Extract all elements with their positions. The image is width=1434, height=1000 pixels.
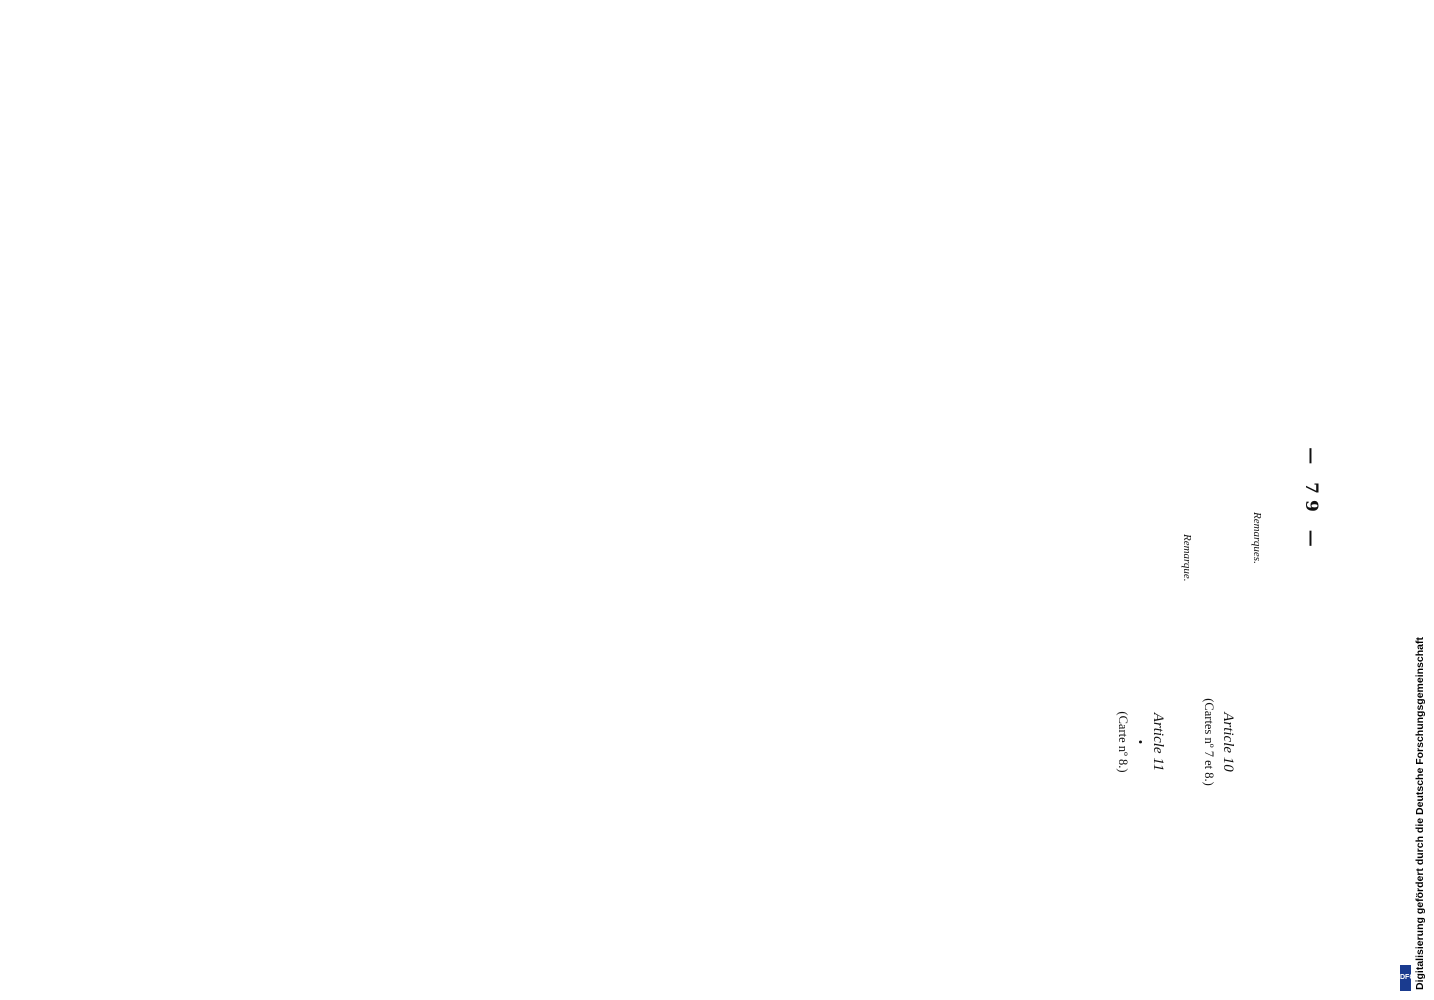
rotated-page (90, 0, 1340, 1000)
french-article-11-title: Article 11 (1150, 712, 1167, 772)
german-column (1254, 28, 1268, 488)
french-article-11-map-ref: (Carte nº 8.) (1115, 711, 1130, 773)
french-column (1106, 512, 1268, 972)
bullet-mark: • (1132, 739, 1147, 745)
french-article-10-map-ref: (Cartes nº 7 et 8.) (1202, 698, 1217, 786)
digitization-credit: Digitalisierung gefördert durch die Deutsche Forschungsgemeinschaft (1414, 637, 1426, 990)
dfg-logo-icon: DFG (1400, 965, 1411, 991)
french-article-10-title: Article 10 (1219, 712, 1236, 772)
page-number: — 79 — (1301, 447, 1321, 553)
digitization-footer (1392, 0, 1432, 1000)
french-notes-title: Remarques. (1251, 512, 1263, 564)
french-article-10-remark: Remarque. (1180, 534, 1193, 582)
